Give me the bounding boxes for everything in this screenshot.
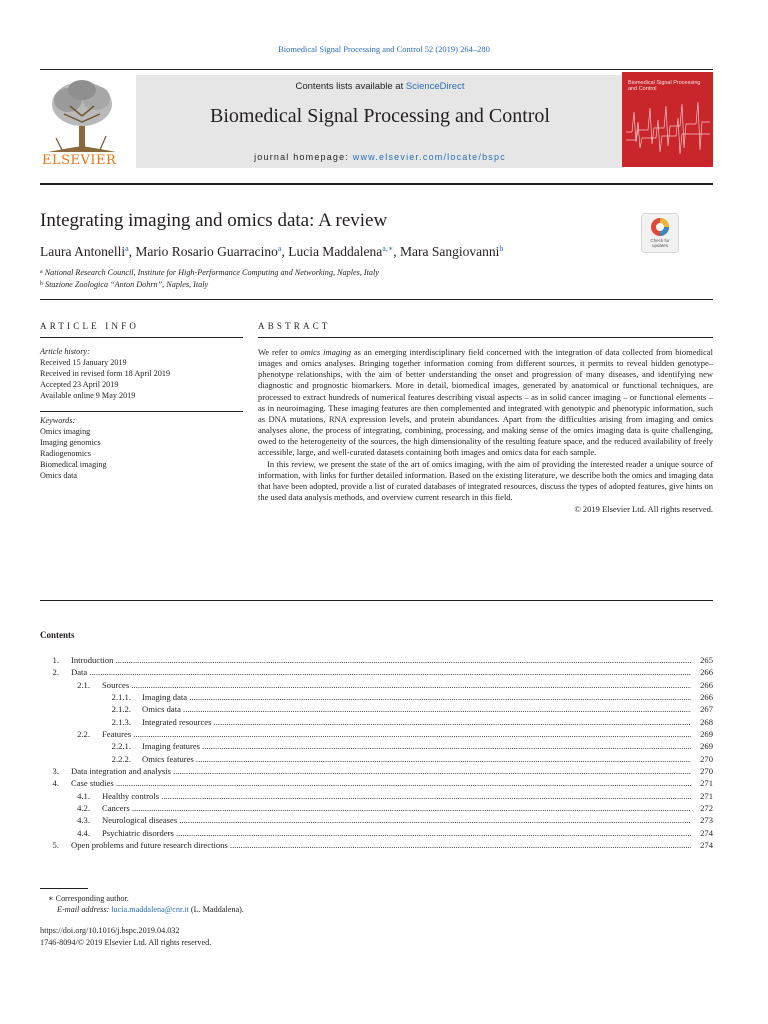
toc-entry-title[interactable]: Cancers ..... — [102, 802, 691, 814]
toc-entry[interactable] — [40, 691, 713, 703]
article-info-rule — [40, 337, 243, 338]
journal-title: Biomedical Signal Processing and Control — [210, 105, 550, 127]
toc-entry[interactable] — [40, 765, 713, 777]
toc-entry-number: 4.2. — [77, 803, 90, 814]
abstract-body — [258, 347, 713, 515]
author[interactable]: Mario Rosario Guarracino — [135, 244, 278, 259]
check-for-updates-label: Check for updates — [650, 238, 670, 248]
toc-entry[interactable] — [40, 839, 713, 851]
cover-title: Biomedical Signal Processing and Control — [628, 80, 701, 92]
email-link[interactable]: lucia.maddalena@cnr.it — [111, 905, 189, 914]
article-title: Integrating imaging and omics data: A review — [40, 210, 388, 231]
elsevier-tree-icon — [40, 76, 126, 168]
toc-entry[interactable] — [40, 790, 713, 802]
history-item: Received 15 January 2019 — [40, 358, 127, 368]
keyword: Omics data — [40, 471, 78, 481]
journal-homepage: journal homepage: www.elsevier.com/locate/bspc — [254, 152, 506, 162]
toc-entry[interactable] — [40, 814, 713, 826]
corresponding-author-note: ∗ Corresponding author. — [48, 894, 129, 903]
toc-entry-title[interactable]: Imaging data ..... — [142, 691, 691, 703]
abstract-heading: ABSTRACT — [258, 321, 331, 331]
toc-entry[interactable] — [40, 740, 713, 752]
abstract-paragraph: In this review, we present the state of the art of omics imaging, with the aim of providing the interested reader a unique source of information, with links for further detailed information. Based on the existing literature, we describe both the omics and imaging data that have been adopted, provide a list of curated databases of integrated resources, discuss the types of adopted features, give hints on the used data analysis methods, and overview current research in this field. — [258, 458, 713, 503]
title-block-rule — [40, 299, 713, 300]
author-separator: , — [281, 244, 289, 259]
toc-entry[interactable] — [40, 827, 713, 839]
issn-line: 1746-8094/© 2019 Elsevier Ltd. All rights reserved. — [40, 938, 212, 947]
history-item: Received in revised form 18 April 2019 — [40, 369, 171, 379]
keyword: Imaging genomics — [40, 438, 101, 448]
affiliation-b: $^b$ Stazione Zoologica “Anton Dohrn”, Naples, Italy — [40, 280, 209, 289]
toc-entry-page[interactable]: 266 — [700, 679, 713, 690]
toc-entry-number: 4.3. — [77, 815, 90, 826]
toc-entry-page[interactable]: 273 — [700, 815, 713, 826]
history-item: Available online 9 May 2019 — [40, 391, 136, 401]
journal-citation[interactable]: Biomedical Signal Processing and Control 52 (2019) 264–280 — [278, 44, 490, 54]
toc-entry-number: 4.1. — [77, 790, 90, 801]
toc-entry-page[interactable]: 269 — [700, 729, 713, 740]
toc-entry[interactable] — [40, 753, 713, 765]
table-of-contents — [40, 654, 713, 852]
toc-entry-title[interactable]: Imaging features ..... — [142, 740, 691, 752]
toc-entry[interactable] — [40, 716, 713, 728]
toc-entry-number: 5. — [52, 840, 59, 851]
toc-entry-number: 2.2.1. — [111, 741, 131, 752]
keywords — [40, 415, 243, 482]
history-item: Accepted 23 April 2019 — [40, 380, 119, 390]
header-rule — [40, 69, 713, 70]
toc-entry-title[interactable]: Neurological diseases ..... — [102, 814, 691, 826]
author-affiliation-mark[interactable]: a — [277, 244, 282, 253]
toc-entry[interactable] — [40, 666, 713, 678]
author-affiliation-mark[interactable]: a,∗ — [382, 244, 394, 253]
toc-entry-page[interactable]: 265 — [700, 655, 713, 665]
toc-entry-number: 2.1.1. — [111, 692, 131, 703]
toc-entry-page[interactable]: 272 — [700, 803, 713, 814]
toc-entry-page[interactable]: 270 — [700, 766, 713, 777]
elsevier-logo[interactable] — [40, 76, 126, 168]
keyword: Radiogenomics — [40, 449, 91, 459]
toc-entry-title[interactable]: Introduction ..... — [71, 654, 691, 666]
journal-banner — [136, 75, 624, 168]
article-history-label: Article history: — [40, 347, 90, 356]
abstract-copyright: © 2019 Elsevier Ltd. All rights reserved. — [574, 504, 713, 515]
toc-entry-title[interactable]: Data integration and analysis ..... — [71, 765, 691, 777]
toc-entry[interactable] — [40, 679, 713, 691]
toc-entry-page[interactable]: 270 — [700, 753, 713, 764]
journal-cover[interactable] — [622, 72, 713, 167]
toc-entry-title[interactable]: Omics data ..... — [142, 703, 691, 715]
toc-entry-page[interactable]: 268 — [700, 716, 713, 727]
author-list — [40, 244, 503, 260]
article-history — [40, 346, 243, 401]
toc-entry-title[interactable]: Case studies ..... — [71, 777, 691, 789]
toc-entry-title[interactable]: Healthy controls ..... — [102, 790, 691, 802]
abstract-rule — [258, 337, 713, 338]
toc-entry[interactable] — [40, 728, 713, 740]
toc-entry-page[interactable]: 274 — [700, 840, 713, 851]
toc-entry[interactable] — [40, 654, 713, 666]
contents-title: Contents — [40, 630, 75, 640]
toc-entry-title[interactable]: Features ..... — [102, 728, 691, 740]
toc-entry-number: 3. — [52, 766, 59, 777]
keywords-rule — [40, 411, 243, 412]
email-note: E-mail address: lucia.maddalena@cnr.it (L. Maddalena). — [57, 905, 244, 914]
author-separator: , — [393, 244, 401, 259]
toc-entry[interactable] — [40, 802, 713, 814]
toc-entry-title[interactable]: Psychiatric disorders ..... — [102, 827, 691, 839]
toc-entry-page[interactable]: 274 — [700, 827, 713, 838]
toc-entry-number: 2.1.2. — [111, 704, 131, 715]
svg-text:ELSEVIER: ELSEVIER — [42, 153, 117, 168]
toc-entry-page[interactable]: 269 — [700, 741, 713, 752]
sciencedirect-link[interactable]: ScienceDirect — [405, 81, 465, 92]
toc-entry-page[interactable]: 271 — [700, 778, 713, 789]
header-bottom-rule — [40, 183, 713, 185]
toc-entry-number: 4. — [52, 778, 59, 789]
toc-entry[interactable] — [40, 703, 713, 715]
check-for-updates-badge[interactable] — [641, 213, 679, 253]
toc-entry-number: 2.2.2. — [111, 753, 131, 764]
toc-entry[interactable] — [40, 777, 713, 789]
author-separator: , — [128, 244, 136, 259]
author[interactable]: Mara Sangiovanni — [400, 244, 500, 259]
author[interactable]: Laura Antonelli — [40, 244, 126, 259]
crossmark-icon — [642, 214, 678, 238]
toc-entry-number: 2.1.3. — [111, 716, 131, 727]
footnote-rule — [40, 888, 88, 889]
toc-entry-title[interactable]: Omics features ..... — [142, 753, 691, 765]
keyword: Biomedical imaging — [40, 460, 107, 470]
toc-entry-title[interactable]: Sources ..... — [102, 679, 691, 691]
keywords-label: Keywords: — [40, 416, 76, 425]
toc-entry-page[interactable]: 271 — [700, 790, 713, 801]
toc-entry-number: 4.4. — [77, 827, 90, 838]
toc-entry-title[interactable]: Data ..... — [71, 666, 691, 678]
keyword: Omics imaging — [40, 427, 91, 437]
toc-entry-number: 2.2. — [77, 729, 90, 740]
abstract-paragraph: We refer to omics imaging as an emerging interdisciplinary field concerned with the integration of data collected from biomedical images and omics analyses. Bringing together information coming from different sources, it permits to reveal hidden genotype–phenotype relationships, with the aim of better understanding the onset and progression of many diseases, and identifying new diagnostic and prognostic biomarkers. More in detail, biomedical images, generated by anatomical or functional techniques, are processed to extract hundreds of numerical features describing visual aspects – as in solid cancer imaging – or functional elements – as in neuroimaging. These imaging features are then complemented and integrated with genotypic and phenotypic information, such as DNA mutations, RNA expression levels, and protein abundances. Apart from the difficulties arising from imaging and omics analyses alone, the process of integrating, combining, processing, and making sense of the omics imaging data is quite challenging, owed to the heterogeneity of the sources, the high dimensionality of the resulting feature space, and the reduced availability of freely accessible, large, and well-curated datasets containing both images and omics data for each sample. — [258, 347, 713, 458]
toc-entry-page[interactable]: 267 — [700, 704, 713, 715]
toc-entry-number: 2. — [52, 667, 59, 678]
toc-entry-page[interactable]: 266 — [700, 667, 713, 678]
author-affiliation-mark[interactable]: b — [499, 244, 504, 253]
abstract-bottom-rule — [40, 600, 713, 601]
toc-entry-number: 2.1. — [77, 679, 90, 690]
toc-entry-page[interactable]: 266 — [700, 692, 713, 703]
toc-entry-title[interactable]: Integrated resources ..... — [142, 716, 691, 728]
contents-availability: Contents lists available at ScienceDirect — [295, 81, 465, 92]
affiliation-a: $^a$ National Research Council, Institute for High-Performance Computing and Networking, Naples, Italy — [40, 268, 379, 277]
toc-entry-number: 1. — [52, 655, 59, 665]
toc-entry-title[interactable]: Open problems and future research directions ..... — [71, 839, 691, 851]
homepage-link[interactable]: www.elsevier.com/locate/bspc — [352, 152, 506, 162]
article-info-heading: ARTICLE INFO — [40, 321, 140, 331]
author-affiliation-mark[interactable]: a — [125, 244, 129, 253]
doi-link[interactable]: https://doi.org/10.1016/j.bspc.2019.04.032 — [40, 926, 180, 935]
author[interactable]: Lucia Maddalena — [288, 244, 383, 259]
